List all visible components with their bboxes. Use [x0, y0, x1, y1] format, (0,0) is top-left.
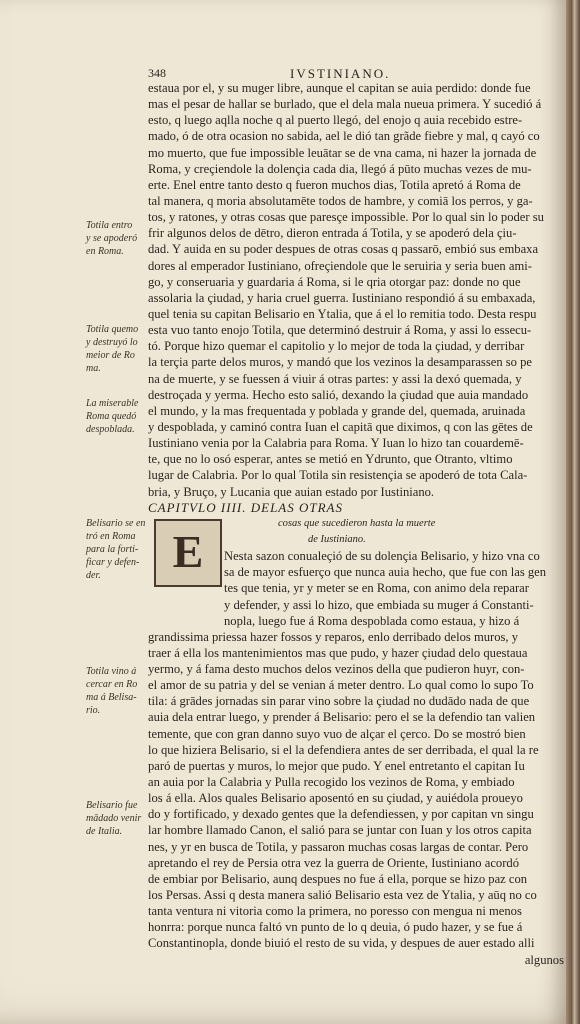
text-line: honrra: porque nunca faltó vn punto de lo q deuia, ó pudo hazer, y se fue á [148, 920, 523, 935]
margin-note-line: Belisario fue [86, 800, 138, 811]
margin-note [86, 397, 152, 436]
decorated-initial [154, 519, 222, 587]
text-line: tal manera, q moria absolutamēte todos de hambre, y comiā los perros, y ga- [148, 193, 533, 208]
text-line: an auia por la Calabria y Pulla recogido los vezinos de Roma, y embiado [148, 775, 515, 790]
text-line: grandissima priessa hazer fossos y reparos, enlo derribado delos muros, y [148, 629, 519, 644]
text-line: erte. Enel entre tanto desto q fueron muchos dias, Totila apretó á Roma de [148, 177, 521, 192]
text-line: do y fortificado, y dexado gentes que la defendiessen, y por capitan vn singu [148, 807, 534, 822]
text-line: tila: á grādes jornadas sin parar vino sobre la çiudad no dudādo nada de que [148, 694, 530, 709]
text-line: los Persas. Assi q desta manera salió Belisario esta vez de Ytalia, y aūq no co [148, 888, 537, 903]
text-line: esto, q luego aqlla noche q al puerto llegó, del enojo q auia recebido estre- [148, 113, 523, 128]
text-line: esta vuo tanto enojo Totila, que determinó destruir á Roma, y assi lo essecu- [148, 323, 532, 338]
margin-note-line: cercar en Ro [86, 679, 138, 690]
text-line: tanta ventura ni vitoria como la primera, no poresso con mengua ni menos [148, 904, 522, 919]
margin-note-line: en Roma. [86, 246, 124, 257]
page-edge [566, 0, 580, 1024]
text-line: los á ella. Alos quales Belisario aposentó en su çiudad, y auiédola proueyo [148, 791, 523, 806]
text-line: tes que tenia, yr y meter se en Roma, con animo dela reparar [224, 581, 529, 596]
margin-note-line: Totila quemo [86, 324, 139, 335]
text-line: assolaria la çiudad, y haria cruel guerra. Iustiniano respondió á su embaxada, [148, 290, 536, 305]
margin-note [86, 517, 152, 582]
margin-note-line: mādado venir [86, 813, 142, 824]
margin-note-line: der. [86, 570, 101, 581]
initial-letter: E [172, 526, 204, 577]
catchword: algunos [524, 952, 564, 967]
text-line: frir algunos delos de dētro, dieron entrada á Totila, y se apoderó dela çiu- [148, 226, 517, 241]
text-line: auia dela entrar luego, y prender á Belisario: pero el se la defendio tan valien [148, 710, 536, 725]
text-line: mado, ó de otra ocasion no sabida, ael le dió tan grãde fiebre y mal, q cayó co [148, 129, 540, 144]
margin-note-line: ma á Belisa- [86, 692, 137, 703]
margin-note-line: La miserable [86, 398, 139, 409]
text-line: la terçia parte delos muros, y mandó que los vezinos la desamparassen so pe [148, 355, 532, 370]
margin-note [86, 665, 152, 717]
text-line: dores al emperador Iustiniano, ofreçiendole que le seruiria y seria buen ami- [148, 258, 532, 273]
text-line: yermo, y á fama desto muchos delos vezinos della que pudieron huyr, con- [148, 662, 525, 677]
margin-note-line: Totila entro [86, 220, 133, 231]
text-line: bria, y Bruço, y Lucania que auian estado por Iustiniano. [148, 484, 435, 499]
margin-note-line: ficar y defen- [86, 557, 140, 568]
page-number: 348 [148, 66, 166, 80]
text-line: go, y conseruaria y guardaria á Roma, si le qria otorgar paz: donde no que [148, 274, 521, 289]
text-line: nes, y yr en busca de Totila, y passaron muchas cosas largas de contar. Pero [148, 839, 529, 854]
text-line: mas el pesar de hallar se burlado, que el dela mala nueua primera. Y sucedió á [148, 97, 542, 112]
text-line: Nesta sazon conualeçió de su dolençia Belisario, y hizo vna co [224, 549, 540, 564]
text-line: y defender, y assi lo hizo, que embiada su muger á Constanti- [224, 597, 534, 612]
text-line: lo que hiziera Belisario, si el la defendiera antes de ser derribada, el qual la re [148, 742, 539, 757]
margin-note-line: y se apoderó [86, 233, 138, 244]
text-line: paró de puertas y muros, lo mejor que pudo. Y enel entretanto el capitan Iu [148, 758, 525, 773]
text-line: lar hombre llamado Canon, el salió para se juntar con Iuan y los otros capita [148, 823, 532, 838]
margin-note-line: y destruyó lo [86, 337, 138, 348]
text-line: de embiar por Belisario, aunq despues no fue á ella, porque se hizo paz con [148, 871, 528, 886]
text-line: el amor de su patria y del se venian á meter dentro. Lo qual como lo supo To [148, 678, 534, 693]
running-title: IVSTINIANO. [290, 66, 391, 81]
margin-note-line: ma. [86, 363, 101, 374]
chapter-title: CAPITVLO IIII. DELAS OTRAS [148, 499, 343, 515]
margin-note [86, 323, 152, 375]
margin-note-line: Roma quedó [86, 411, 137, 422]
text-line: dad. Y auida en su poder despues de otras cosas q passarō, embió sus embaxa [148, 242, 539, 257]
text-line: y despoblada, y caminó contra Iuan el capitā que diximos, q con las gētes de [148, 419, 533, 434]
text-line: tó. Porque hizo quemar el capitolio y lo mejor de toda la çiudad, y derribar [148, 339, 525, 354]
margin-note-line: Totila vino á [86, 666, 137, 677]
margin-note-line: meior de Ro [86, 350, 135, 361]
text-line: tos, y ratones, y otras cosas que paresçe impossible. Por lo qual sin lo poder su [148, 210, 544, 225]
text-line: destroçada y yerma. Hecho esto salió, dexando la çiudad que auia mandado [148, 387, 529, 402]
text-line: apretando el rey de Persia otra vez la guerra de Oriente, Iustiniano acordó [148, 855, 519, 870]
text-line: Roma, y creçiendole la dolençia cada dia, llegó á pūto muchas vezes de mu- [148, 161, 532, 176]
text-line: mo muerto, que fue impossible leuātar se de vna cama, ni hazer la jornada de [148, 145, 537, 160]
text-line: el mundo, y la mas frequentada y poblada y grande del, quemada, aruinada [148, 403, 526, 418]
margin-note-line: rio. [86, 705, 101, 716]
chapter-subtitle: de Iustiniano. [308, 533, 366, 545]
margin-note-line: de Italia. [86, 826, 123, 837]
margin-note-line: despoblada. [86, 424, 135, 435]
text-line: Constantinopla, donde biuió el resto de su vida, y despues de auer estado alli [148, 936, 535, 951]
chapter-subtitle: cosas que sucedieron hasta la muerte [278, 517, 436, 529]
margin-note-line: tró en Roma [86, 531, 136, 542]
margin-note [86, 799, 152, 838]
margin-note-line: para la forti- [86, 544, 139, 555]
text-line: nopla, luego fue á Roma despoblada como estaua, y hizo á [224, 613, 520, 628]
text-line: sa de mayor esfuerço que nunca auia hecho, que fue con las gen [224, 565, 547, 580]
margin-note [86, 219, 152, 258]
text-line: Iustiniano venia por la Calabria para Roma. Y Iuan lo hizo tan couardemē- [148, 436, 524, 451]
text-line: traer á ella los mantenimientos mas que pudo, y hazer çiudad delo questaua [148, 645, 528, 660]
text-line: estaua por el, y su muger libre, aunque el capitan se auia perdido: donde fue [148, 81, 531, 95]
text-line: te, que no lo osó esperar, antes se metió en Ydrunto, que Otranto, vltimo [148, 452, 513, 467]
text-line: na de muerte, y se fuessen á viuir á otras partes: y assi la dexó quemada, y [148, 371, 522, 386]
margin-note-line: Belisario se en [86, 518, 146, 529]
text-line: temente, que con gran danno suyo vuo de alçar el çerco. Do se mostró bien [148, 726, 526, 741]
text-line: lugar de Calabria. Por lo qual Totila sin resistençia se apoderó de tota Cala- [148, 468, 528, 483]
text-line: quel tenia su capitan Belisario en Ytalia, que á el lo remitia todo. Desta respu [148, 306, 537, 321]
